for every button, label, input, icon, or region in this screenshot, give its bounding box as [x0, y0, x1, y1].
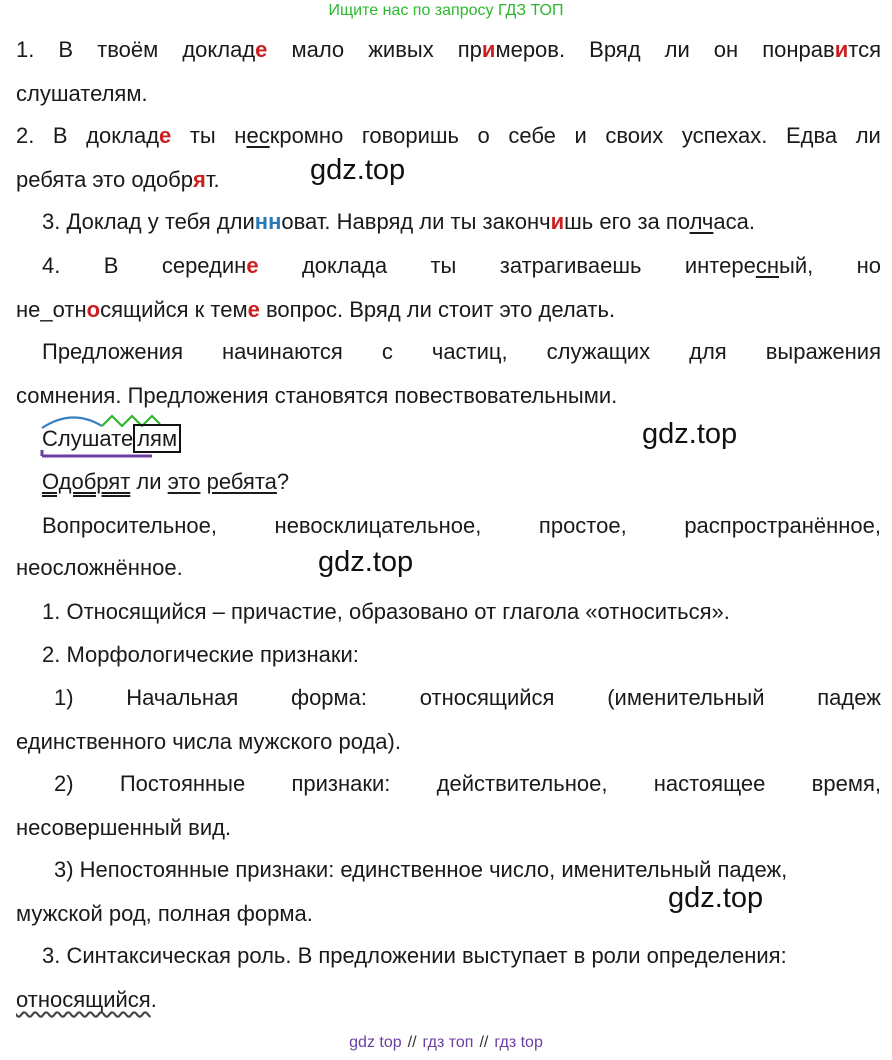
morph-item-6-line-2: относящийся. — [16, 987, 157, 1012]
paragraph-6-line-1: Вопросительное, невосклицательное, простое, распространённое, — [42, 513, 881, 538]
watermark: gdz.top — [642, 418, 738, 450]
morph-item-3-line-1: 1) Начальная форма: относящийся (именительный падеж — [54, 685, 881, 710]
header-banner: Ищите нас по запросу ГДЗ ТОП — [328, 2, 564, 19]
morph-item-2: 2. Морфологические признаки: — [42, 642, 359, 667]
watermark: gdz.top — [668, 882, 764, 914]
sentence-4-line-1: 4. В середине доклада ты затрагиваешь интересный, но — [42, 253, 881, 278]
morph-item-4-line-2: несовершенный вид. — [16, 815, 232, 840]
highlight-letter: е — [255, 37, 268, 62]
sentence-2-line-2: ребята это одобрят. — [16, 167, 220, 192]
sentence-1-line-2: слушателям. — [16, 81, 148, 106]
morph-item-5-line-2: мужской род, полная форма. — [16, 901, 313, 926]
morph-item-4-line-1: 2) Постоянные признаки: действительное, настоящее время, — [54, 771, 881, 796]
sentence-1-line-1: 1. В твоём докладе мало живых примеров. Вряд ли он понравится — [16, 37, 881, 62]
sentence-3: 3. Доклад у тебя длинноват. Навряд ли ты закончишь его за полчаса. — [42, 209, 755, 234]
watermark: gdz.top — [310, 154, 406, 186]
subject: ребята — [206, 469, 277, 494]
adverbial: это — [167, 469, 201, 494]
watermark: gdz.top — [318, 546, 414, 578]
paragraph-6-line-2: неосложнённое. — [16, 555, 183, 580]
sentence-2-line-1: 2. В докладе ты нескромно говоришь о себе и своих успехах. Едва ли — [16, 123, 881, 148]
question-sentence: Одобрят ли это ребята? — [42, 469, 290, 494]
morph-item-5-line-1: 3) Непостоянные признаки: единственное число, именительный падеж, — [54, 857, 788, 882]
word-parse: Слушате лям — [42, 425, 181, 453]
morph-item-1: 1. Относящийся – причастие, образовано от глагола «относиться». — [42, 599, 730, 624]
attribute-word: относящийся — [16, 987, 151, 1012]
sentence-4-line-2: не_относящийся к теме вопрос. Вряд ли стоит это делать. — [16, 297, 616, 322]
morph-item-6-line-1: 3. Синтаксическая роль. В предложении выступает в роли определения: — [42, 943, 787, 968]
predicate: Одобрят — [42, 469, 131, 494]
footer: gdz top // гдз топ // гдз top — [349, 1034, 543, 1051]
morph-item-3-line-2: единственного числа мужского рода). — [16, 729, 401, 754]
paragraph-5-line-2: сомнения. Предложения становятся повествовательными. — [16, 383, 618, 408]
paragraph-5-line-1: Предложения начинаются с частиц, служащих для выражения — [42, 339, 881, 364]
ending-box: лям — [133, 424, 181, 453]
